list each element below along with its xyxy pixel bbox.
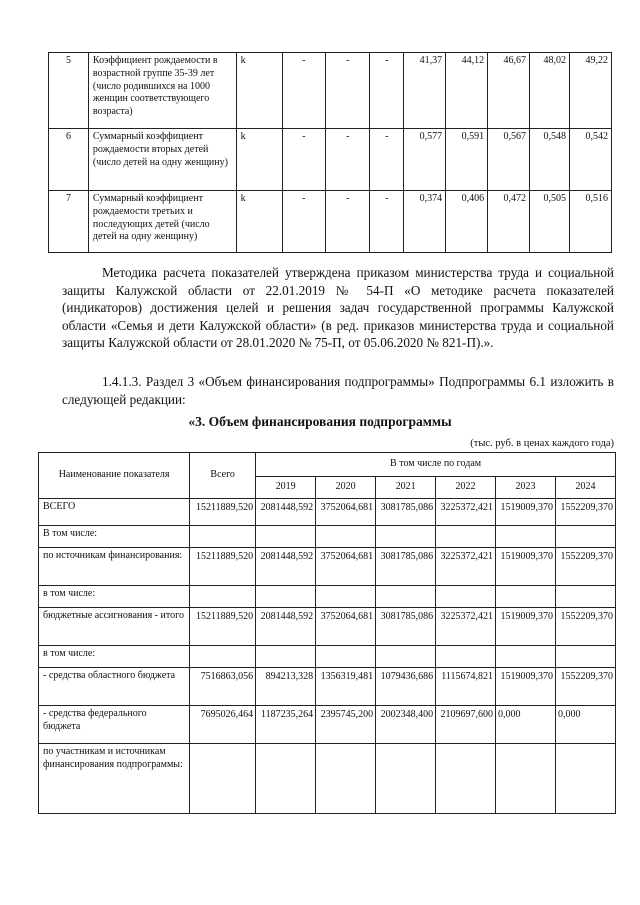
row-number: 7 — [49, 191, 89, 253]
value-cell — [376, 586, 436, 608]
table-row — [39, 744, 616, 814]
header-row — [39, 453, 616, 477]
value-cell: 1552209,370 — [556, 548, 616, 586]
row-label: по участникам и источникам финансирования подпрограммы: — [39, 744, 190, 814]
header-total: Всего — [190, 453, 256, 499]
table-row — [39, 668, 616, 706]
value-cell — [316, 646, 376, 668]
value-cell: 0,000 — [556, 706, 616, 744]
value-cell: 0,577 — [404, 129, 446, 191]
section-title: «3. Объем финансирования подпрограммы — [188, 414, 452, 429]
value-cell — [256, 646, 316, 668]
value-cell — [316, 526, 376, 548]
value-cell — [556, 744, 616, 814]
dash-cell: - — [326, 53, 370, 129]
value-cell — [496, 744, 556, 814]
dash-cell: - — [370, 129, 404, 191]
indicator-name: Суммарный коэффициент рождаемости третьих и последующих детей (число детей на одну женщину) — [88, 191, 236, 253]
total-cell — [190, 526, 256, 548]
indicators-table — [48, 52, 612, 253]
value-cell: 3225372,421 — [436, 548, 496, 586]
value-cell — [496, 646, 556, 668]
value-cell: 49,22 — [570, 53, 612, 129]
row-number: 5 — [49, 53, 89, 129]
value-cell: 0,505 — [530, 191, 570, 253]
dash-cell: - — [326, 129, 370, 191]
value-cell: 1519009,370 — [496, 608, 556, 646]
value-cell — [556, 586, 616, 608]
dash-cell: - — [370, 53, 404, 129]
value-cell: 3752064,681 — [316, 548, 376, 586]
value-cell: 3752064,681 — [316, 499, 376, 526]
value-cell: 48,02 — [530, 53, 570, 129]
value-cell: 1356319,481 — [316, 668, 376, 706]
header-name: Наименование показателя — [39, 453, 190, 499]
value-cell: 3081785,086 — [376, 499, 436, 526]
value-cell: 1552209,370 — [556, 608, 616, 646]
value-cell: 1552209,370 — [556, 499, 616, 526]
value-cell — [496, 526, 556, 548]
row-label: бюджетные ассигнования - итого — [39, 608, 190, 646]
value-cell: 41,37 — [404, 53, 446, 129]
row-label: ВСЕГО — [39, 499, 190, 526]
value-cell — [376, 526, 436, 548]
indicator-name: Суммарный коэффициент рождаемости вторых детей (число детей на одну женщину) — [88, 129, 236, 191]
table-row — [39, 499, 616, 526]
row-label: - средства областного бюджета — [39, 668, 190, 706]
value-cell: 0,516 — [570, 191, 612, 253]
value-cell: 3081785,086 — [376, 608, 436, 646]
row-label: в том числе: — [39, 646, 190, 668]
total-cell — [190, 646, 256, 668]
table-row — [39, 706, 616, 744]
year-header: 2022 — [436, 477, 496, 499]
value-cell: 46,67 — [488, 53, 530, 129]
value-cell: 2109697,600 — [436, 706, 496, 744]
total-cell — [190, 744, 256, 814]
year-header: 2021 — [376, 477, 436, 499]
value-cell — [436, 586, 496, 608]
value-cell: 1519009,370 — [496, 499, 556, 526]
value-cell — [256, 586, 316, 608]
total-cell — [190, 586, 256, 608]
value-cell: 2002348,400 — [376, 706, 436, 744]
value-cell: 2081448,592 — [256, 608, 316, 646]
financing-table — [38, 452, 616, 814]
value-cell — [436, 526, 496, 548]
value-cell: 44,12 — [446, 53, 488, 129]
value-cell: 2081448,592 — [256, 548, 316, 586]
value-cell: 0,548 — [530, 129, 570, 191]
value-cell — [436, 646, 496, 668]
value-cell: 894213,328 — [256, 668, 316, 706]
value-cell: 0,000 — [496, 706, 556, 744]
value-cell: 1187235,264 — [256, 706, 316, 744]
table-row — [39, 646, 616, 668]
total-cell: 15211889,520 — [190, 548, 256, 586]
row-label: В том числе: — [39, 526, 190, 548]
value-cell — [256, 744, 316, 814]
dash-cell: - — [282, 129, 326, 191]
value-cell — [376, 744, 436, 814]
value-cell: 3225372,421 — [436, 608, 496, 646]
methodology-paragraph: Методика расчета показателей утверждена приказом министерства труда и социальной защиты Калужской области от 22.01.2019 № 54-П «О методике расчета показателей (индикаторов) достижения целей и решения задач государственной программы Калужской области «Семья и дети Калужской области» (в ред. приказов министерства труда и социальной защиты Калужской области от 28.01.2020 № 75-П, от 05.06.2020 № 821-П).». — [62, 265, 614, 351]
unit-cell: k — [236, 129, 282, 191]
value-cell: 3225372,421 — [436, 499, 496, 526]
value-cell: 1079436,686 — [376, 668, 436, 706]
total-cell: 7516863,056 — [190, 668, 256, 706]
value-cell: 0,542 — [570, 129, 612, 191]
value-cell — [316, 744, 376, 814]
header-years: В том числе по годам — [256, 453, 616, 477]
row-label: в том числе: — [39, 586, 190, 608]
value-cell — [316, 586, 376, 608]
value-cell: 0,567 — [488, 129, 530, 191]
value-cell: 1519009,370 — [496, 548, 556, 586]
total-cell: 15211889,520 — [190, 608, 256, 646]
value-cell: 3752064,681 — [316, 608, 376, 646]
year-header: 2020 — [316, 477, 376, 499]
value-cell: 2081448,592 — [256, 499, 316, 526]
row-label: по источникам финансирования: — [39, 548, 190, 586]
unit-cell: k — [236, 53, 282, 129]
value-cell: 0,406 — [446, 191, 488, 253]
dash-cell: - — [282, 191, 326, 253]
unit-cell: k — [236, 191, 282, 253]
table-row — [49, 53, 612, 129]
value-cell: 2395745,200 — [316, 706, 376, 744]
year-header: 2023 — [496, 477, 556, 499]
amendment-paragraph: 1.4.1.3. Раздел 3 «Объем финансирования подпрограммы» Подпрограммы 6.1 изложить в следующей редакции: — [62, 374, 614, 407]
units-note: (тыс. руб. в ценах каждого года) — [470, 438, 614, 449]
table-row — [39, 548, 616, 586]
dash-cell: - — [326, 191, 370, 253]
value-cell: 1115674,821 — [436, 668, 496, 706]
value-cell — [376, 646, 436, 668]
table-row — [39, 586, 616, 608]
total-cell: 7695026,464 — [190, 706, 256, 744]
value-cell: 0,591 — [446, 129, 488, 191]
dash-cell: - — [282, 53, 326, 129]
table-row — [49, 191, 612, 253]
value-cell — [556, 526, 616, 548]
row-label: - средства федерального бюджета — [39, 706, 190, 744]
value-cell — [436, 744, 496, 814]
value-cell — [256, 526, 316, 548]
indicator-name: Коэффициент рождаемости в возрастной группе 35-39 лет (число родившихся на 1000 женщин соответствующего возраста) — [88, 53, 236, 129]
dash-cell: - — [370, 191, 404, 253]
table-row — [39, 526, 616, 548]
table-row — [39, 608, 616, 646]
value-cell: 1552209,370 — [556, 668, 616, 706]
value-cell: 1519009,370 — [496, 668, 556, 706]
value-cell — [496, 586, 556, 608]
value-cell: 3081785,086 — [376, 548, 436, 586]
row-number: 6 — [49, 129, 89, 191]
value-cell: 0,472 — [488, 191, 530, 253]
table-row — [49, 129, 612, 191]
value-cell: 0,374 — [404, 191, 446, 253]
year-header: 2019 — [256, 477, 316, 499]
total-cell: 15211889,520 — [190, 499, 256, 526]
year-header: 2024 — [556, 477, 616, 499]
value-cell — [556, 646, 616, 668]
